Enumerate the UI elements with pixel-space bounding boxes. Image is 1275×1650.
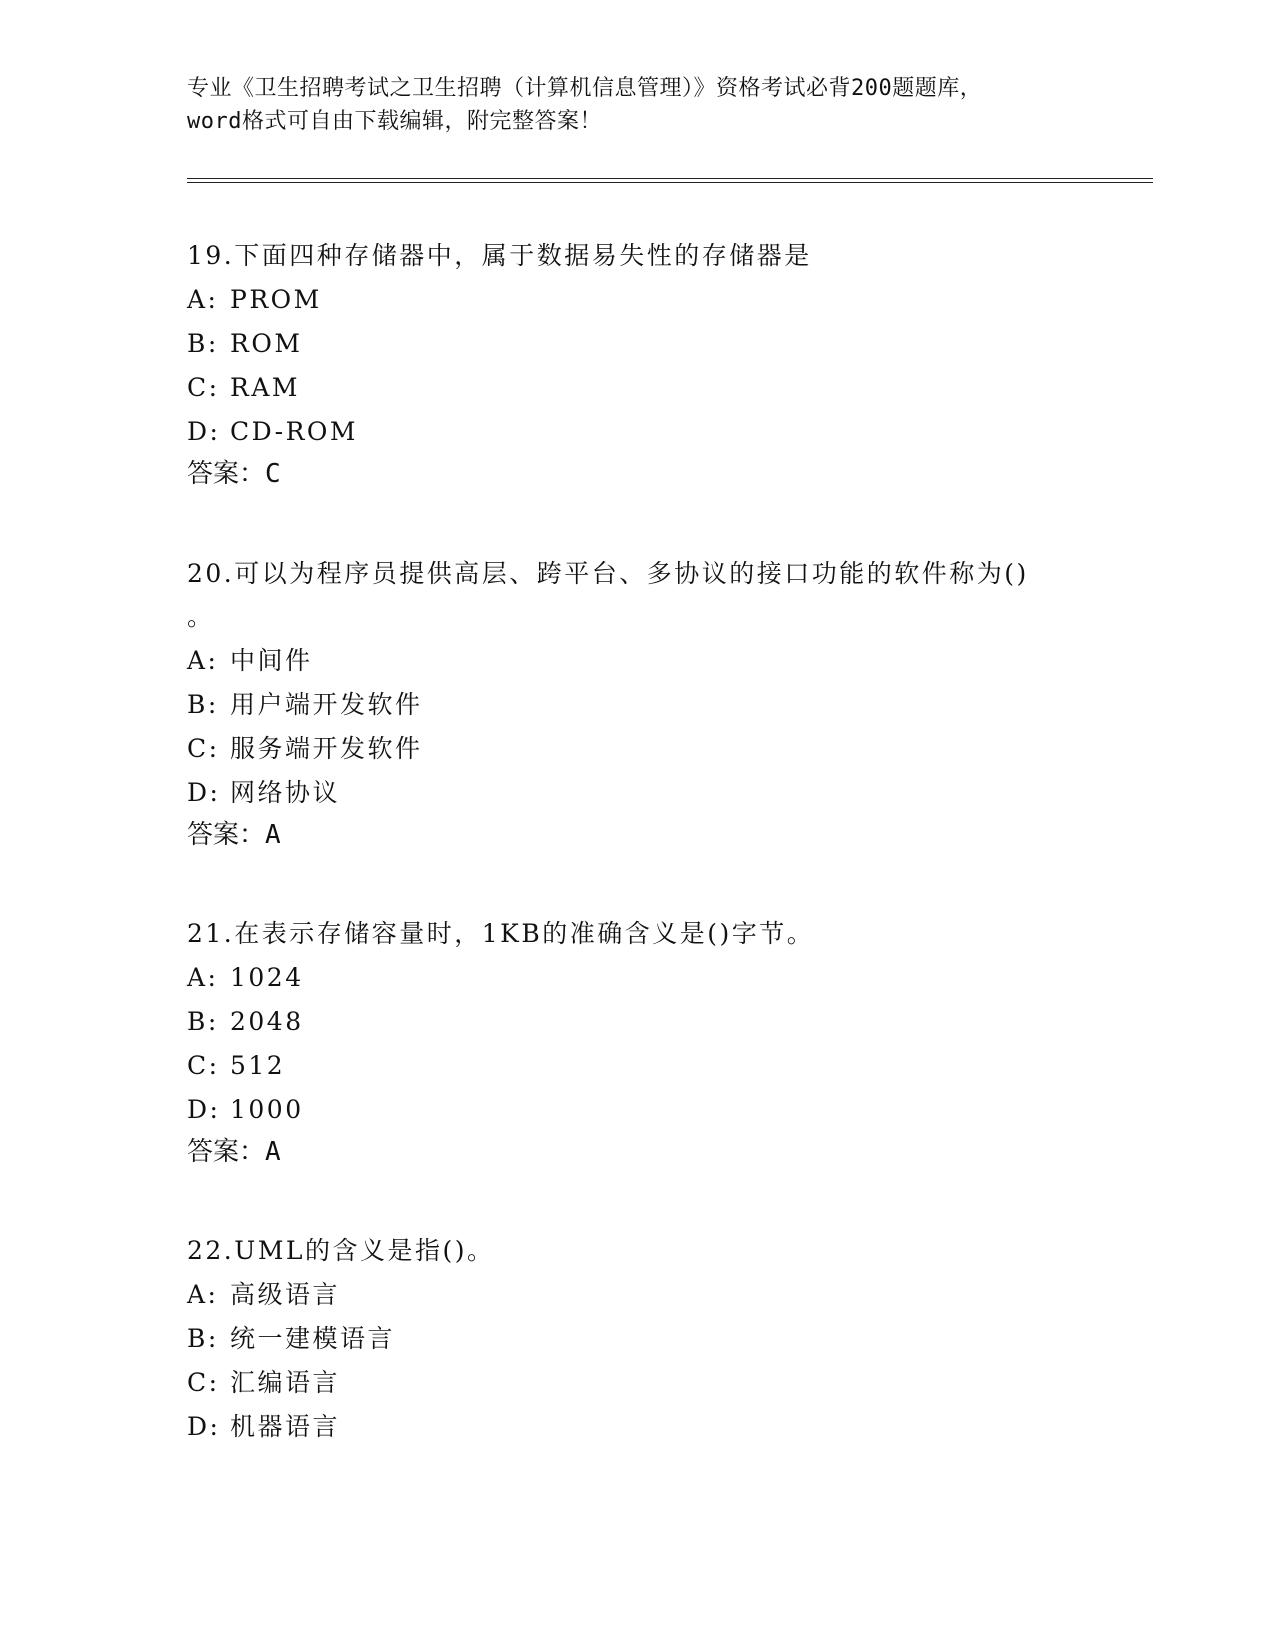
header-line-1: 专业《卫生招聘考试之卫生招聘（计算机信息管理）》资格考试必背200题题库，	[187, 76, 983, 101]
option-text: 用户端开发软件	[230, 690, 423, 719]
option-a	[187, 282, 1087, 317]
option-b	[187, 326, 1087, 361]
option-c	[187, 1048, 1087, 1083]
option-d	[187, 1409, 1087, 1444]
option-text: CD-ROM	[230, 417, 359, 446]
option-label: C:	[187, 373, 220, 402]
option-label: D:	[187, 778, 221, 807]
question-22	[187, 1233, 1087, 1444]
answer: 答案：A	[187, 820, 281, 850]
option-label: B:	[187, 329, 219, 358]
option-text: RAM	[230, 373, 300, 402]
document-header	[187, 72, 1087, 138]
question-19	[187, 238, 1087, 492]
option-text: ROM	[230, 329, 303, 358]
option-label: B:	[187, 1007, 219, 1036]
option-text: 机器语言	[230, 1412, 341, 1441]
option-c	[187, 370, 1087, 405]
option-a	[187, 643, 1087, 678]
header-divider-bottom	[187, 182, 1153, 183]
option-text: 1000	[230, 1095, 304, 1124]
option-a	[187, 960, 1087, 995]
option-text: 汇编语言	[230, 1368, 341, 1397]
question-title: 19.下面四种存储器中，属于数据易失性的存储器是	[187, 241, 812, 270]
option-text: 2048	[230, 1007, 304, 1036]
question-20	[187, 556, 1087, 853]
option-label: D:	[187, 1412, 221, 1441]
header-divider-top	[187, 178, 1153, 179]
option-label: A:	[187, 963, 219, 992]
option-label: D:	[187, 1095, 221, 1124]
option-b	[187, 1321, 1087, 1356]
option-c	[187, 731, 1087, 766]
option-label: A:	[187, 646, 219, 675]
option-c	[187, 1365, 1087, 1400]
answer: 答案：A	[187, 1137, 281, 1167]
question-title: 22.UML的含义是指()。	[187, 1236, 495, 1265]
option-text: 1024	[230, 963, 304, 992]
option-text: PROM	[230, 285, 322, 314]
option-d	[187, 775, 1087, 810]
header-line-2: word格式可自由下载编辑，附完整答案！	[187, 109, 602, 134]
option-label: A:	[187, 1280, 219, 1309]
option-d	[187, 414, 1087, 449]
option-a	[187, 1277, 1087, 1312]
option-label: B:	[187, 1324, 219, 1353]
option-text: 统一建模语言	[230, 1324, 396, 1353]
question-title-continuation: 。	[187, 602, 213, 631]
question-title: 20.可以为程序员提供高层、跨平台、多协议的接口功能的软件称为()	[187, 559, 1029, 588]
option-text: 高级语言	[230, 1280, 341, 1309]
option-b	[187, 687, 1087, 722]
option-label: A:	[187, 285, 219, 314]
option-text: 中间件	[230, 646, 313, 675]
option-label: B:	[187, 690, 219, 719]
option-d	[187, 1092, 1087, 1127]
option-text: 512	[230, 1051, 286, 1080]
option-label: D:	[187, 417, 221, 446]
option-text: 网络协议	[230, 778, 341, 807]
option-label: C:	[187, 1368, 220, 1397]
option-label: C:	[187, 1051, 220, 1080]
answer: 答案：C	[187, 459, 281, 489]
question-21	[187, 916, 1087, 1170]
option-b	[187, 1004, 1087, 1039]
option-label: C:	[187, 734, 220, 763]
question-title: 21.在表示存储容量时，1KB的准确含义是()字节。	[187, 919, 815, 948]
option-text: 服务端开发软件	[230, 734, 423, 763]
